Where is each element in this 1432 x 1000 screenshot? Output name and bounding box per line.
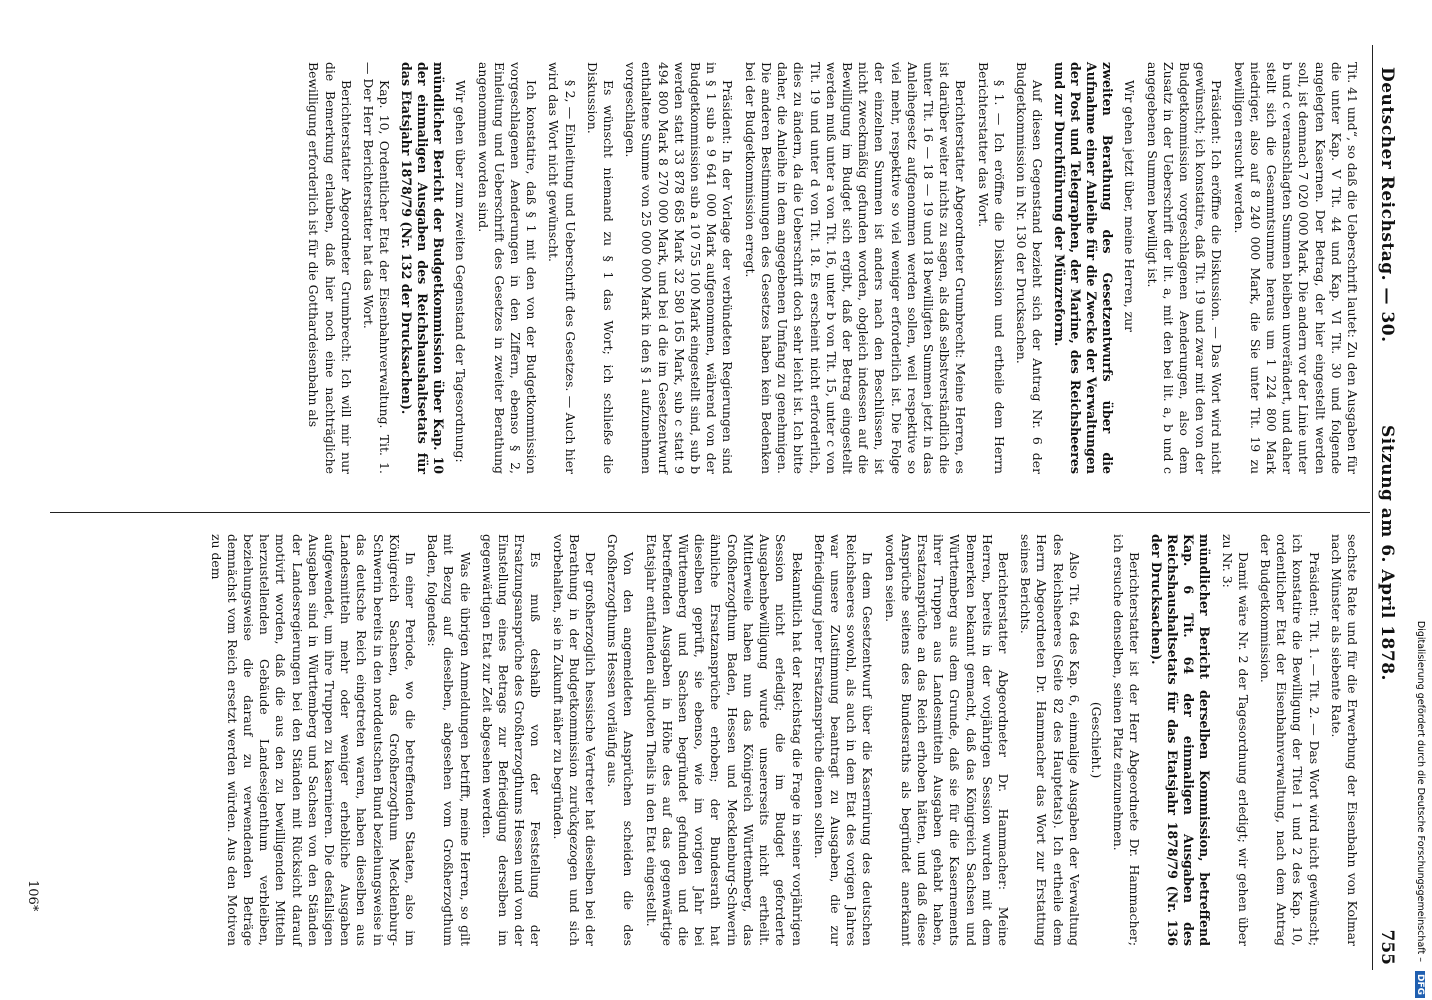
paragraph: In einer Periode, wo die betreffenden Staaten, also im Königreich Sachsen, das Großherzogthum Mecklenburg-Schwerin bereits in den norddeutschen Bund beziehungsweise in das deutsche Reich eingetreten waren, haben dieselben aus Landesmitteln mehr oder weniger erhebliche Ausgaben aufgewendet, um ihre Truppen zu kasernieren. Die desfallsigen Ausgaben sind in Württemberg und Sachsen von den Ständen der Landesregierungen bei den Ständen mit Rücksicht darauf motivirt worden, daß die aus den zu bewilligenden Mitteln herzustellenden Gebäude Landeseigenthum verbleiben, beziehungsweise die darauf zu verwendenden Beträge demnächst vom Reich ersetzt werden würden. Aus den Motiven zu dem — [208, 534, 419, 946]
section-heading: zweiten Berathung des Gesetzentwurfs über die Aufnahme einer Anleihe für die Zwecke der Verwaltungen der Post und Telegraphen, der Marine, des Reichsheeres und zur Durchführung der Münzreform. — [1052, 62, 1116, 474]
footer-number: 106* — [25, 880, 40, 912]
paragraph: Von den angemeldeten Ansprüchen scheiden die des Großherzogthums Hessen vorläufig aus. — [605, 534, 637, 946]
paragraph: Was die übrigen Anmeldungen betrifft, meine Herren, so gilt mit Bezug auf dieselben, abgesehen vom Großherzogthum Baden, folgendes: — [425, 534, 473, 946]
paragraph: Präsident: Ich eröffne die Diskussion. — Das Wort wird nicht gewünscht; ich konstatire, daß Tit. 19 und zwar mit den von der Budgetkommission vorgeschlagenen Aenderungen, also dem Zusatz in der Ueberschrift der lit. a, mit den bei lit. a, b und c angegebenen Summen bewilligt ist. — [1144, 62, 1225, 474]
paragraph: Es wünscht niemand zu § 1 das Wort; ich schließe die Diskussion. — [584, 62, 617, 474]
paragraph: Bekanntlich hat der Reichstag die Frage in seiner vorjährigen Session nicht erledigt; die im Budget geforderte Ausgabenbewilligung wurde unsererseits nicht ertheilt. Mittlerweile haben nun das Königreich Württemberg, das Großherzogthum Baden, Hessen und Mecklenburg-Schwerin ähnliche Ersatzansprüche erhoben; der Bundesrath hat dieselben geprüft, sie ebenso, wie im vorigen Jahr bei Württemberg und Sachsen begründet gefunden und die betreffenden Ausgaben in Höhe des auf das gegenwärtige Etatsjahr entfallenden aliquoten Theils in den Etat eingestellt. — [643, 534, 805, 946]
paragraph: Wir gehen über zum zweiten Gegenstand der Tagesordnung: — [453, 80, 469, 463]
paragraph: § 2, — Einleitung und Ueberschrift des Gesetzes. — Auch hier wird das Wort nicht gewünscht. — [546, 62, 578, 474]
paragraph: Berichterstatter Abgeordneter Grumbrecht: Meine Herren, es ist darüber weiter nichts zu sagen, als daß selbstverständlich die unter Tit. 16 — 18 — 19 und 18 bewilligten Summen jetzt in das Anleihegesetz aufgenommen werden sollen, weil respektive so viel mehr, respektive so viel weniger erforderlich ist. Die Folge der einzelnen Summen ist anders nach den Beschlüssen, ist nicht zweckmäßig gefunden worden, obgleich indessen auf die Bewilligung im Budget sich ergibt, daß der Betrag eingestellt werden muß unter a von Tit. 16, unter b von Tit. 15, unter c von Tit. 19 und unter d von Tit. 18. Es erscheint nicht erforderlich, dies zu ändern, da die Ueberschrift doch sehr leicht ist. Ich bitte daher, die Anleihe in dem angegebenen Umfang zu genehmigen. Die anderen Bestimmungen des Gesetzes haben kein Bedenken bei der Budgetkommission erregt. — [742, 62, 969, 474]
section-heading: mündlicher Bericht der Budgetkommission über Kap. 10 der einmaligen Ausgaben des Reichshaushaltsetats für das Etatsjahr 1878/79 (Nr. 132 der Drucksachen). — [399, 62, 447, 474]
page-header — [1372, 45, 1399, 970]
paragraph: Präsident: In der Vorlage der verbündeten Regierungen sind in § 1 sub a 9 641 000 Mark aufgenommen, während von der Budgetkommission sub a 10 755 100 Mark eingestellt sind, sub b werden statt 33 878 685 Mark 32 580 165 Mark, sub c statt 9 494 800 Mark 8 270 000 Mark, und bei d die im Gesetzentwurf enthaltene Summe von 25 000 000 Mark in den § 1 aufzunehmen vorgeschlagen. — [623, 62, 736, 474]
header-center: Sitzung am 6. April 1878. — [1377, 425, 1397, 681]
header-left: Deutscher Reichstag. — 30. — [1377, 67, 1397, 343]
section-heading: mündlicher Bericht derselben Kommission, betreffend Kap. 6 Tit. 64 der einmaligen Ausgaben des Reichshaushaltsetats für das Etatsjahr 1878/79 (Nr. 136 der Drucksachen). — [1149, 534, 1213, 946]
paragraph: Wir gehen jetzt über, meine Herren, zur — [1122, 80, 1138, 333]
paragraph: Kap. 10, Ordentlicher Etat der Eisenbahnverwaltung. Tit. 1. — Der Herr Berichterstatter hat das Wort. — [361, 62, 393, 474]
dfg-credit — [1408, 8, 1426, 998]
paragraph: Also Tit. 64 des Kap. 6, einmalige Ausgaben der Verwaltung des Reichsheeres (Seite 82 des Hauptetats). Ich ertheile dem Herrn Abgeordneten Dr. Hammacher das Wort zur Erstattung seines Berichts. — [1018, 534, 1082, 946]
paragraph: Tit. 41 und“, so daß die Ueberschrift lautet: Zu den Ausgaben für die unter Kap. V Tit. 44 und Kap. VI Tit. 30 und folgende angelegten Kasernen. Der Betrag, der hier eingestellt werden soll, ist demnach 7 020 000 Mark. Die andern vor der Linie unter b und c veranschlagten Summen bleiben unverändert, und daher stellt sich die Gesammtsumme heraus um 1 224 800 Mark niedriger, also auf 8 240 000 Mark, die Sie unter Tit. 19 zu bewilligen ersucht werden. — [1231, 62, 1360, 474]
dfg-sidebar — [1408, 8, 1426, 998]
right-column — [201, 534, 1360, 946]
paragraph: § 1. — Ich eröffne die Diskussion und ertheile dem Herrn Berichterstatter das Wort. — [975, 62, 1007, 474]
paragraph: sechste Rate und für die Erwerbung der Eisenbahn von Kolmar nach Münster als siebente Rate. — [1328, 534, 1360, 946]
paragraph: Berichterstatter Abgeordneter Grumbrecht: Ich will mir nur die Bemerkung erlauben, daß hier noch eine nachträgliche Bewilligung erforderlich ist für die Gotthardeisenbahn als — [306, 62, 354, 474]
paragraph: Berichterstatter ist der Herr Abgeordnete Dr. Hammacher; ich ersuche denselben, seinen Platz einzunehmen. — [1111, 534, 1143, 946]
paragraph: Ich konstatire, daß § 1 mit den von der Budgetkommission vorgeschlagenen Aenderungen in den Ziffern, ebenso § 2, Einleitung und Ueberschrift des Gesetzes in zweiter Berathung angenommen worden sind. — [475, 62, 540, 474]
paragraph: Präsident: Tit. 1. — Tit. 2. — Das Wort wird nicht gewünscht; ich konstatire die Bewilligung der Titel 1 und 2 des Kap. 10, ordentlicher Etat der Eisenbahnverwaltung, nach dem Antrag der Budgetkommission. — [1257, 534, 1322, 946]
paragraph: In dem Gesetzentwurf über die Kasernirung des deutschen Reichsheeres sowohl, als auch in dem Etat des vorigen Jahres war unsere Zustimmung beantragt zu Ausgaben, die zur Befriedigung jener Ersatzansprüche dienen sollten. — [811, 534, 876, 946]
page-number: 755 — [1377, 929, 1397, 965]
left-column — [299, 62, 1360, 474]
column-divider — [50, 512, 1370, 513]
paragraph: Der großherzoglich hessische Vertreter hat dieselben bei der Berathung in der Budgetkommission zurückgezogen und sich vorbehalten, sie in Zukunft näher zu begründen. — [550, 534, 599, 946]
paragraph: (Geschieht.) — [1088, 701, 1104, 779]
paragraph: Es muß deshalb von der Feststellung der Ersatzungsansprüche des Großherzogthums Hessen und von der Einstellung eines Betrags zur Befriedigung derselben im gegenwärtigen Etat zur Zeit abgesehen werden. — [479, 534, 544, 946]
paragraph: Berichterstatter Abgeordneter Dr. Hammacher: Meine Herren, bereits in der vorjährigen Session wurden mit dem Bemerken bekannt gemacht, daß das Königreich Sachsen und Württemberg aus dem Grunde, daß sie für die Kasernements ihrer Truppen aus Landesmitteln Ausgaben gehabt haben, Ersatzansprüche an das Reich erhoben hätten, und daß diese Ansprüche seitens des Bundesraths als begründet anerkannt worden seien. — [882, 534, 1011, 946]
dfg-logo: DFG — [1415, 971, 1425, 998]
paragraph: Damit wäre Nr. 2 der Tagesordnung erledigt; wir gehen über zu Nr. 3: — [1219, 534, 1251, 946]
dfg-credit-text: Digitalisierung gefördert durch die Deutsche Forschungsgemeinschaft – — [1415, 620, 1426, 962]
paragraph: Auf diesen Gegenstand bezieht sich der Antrag Nr. 6 der Budgetkommission in Nr. 130 der Drucksachen. — [1013, 62, 1046, 474]
